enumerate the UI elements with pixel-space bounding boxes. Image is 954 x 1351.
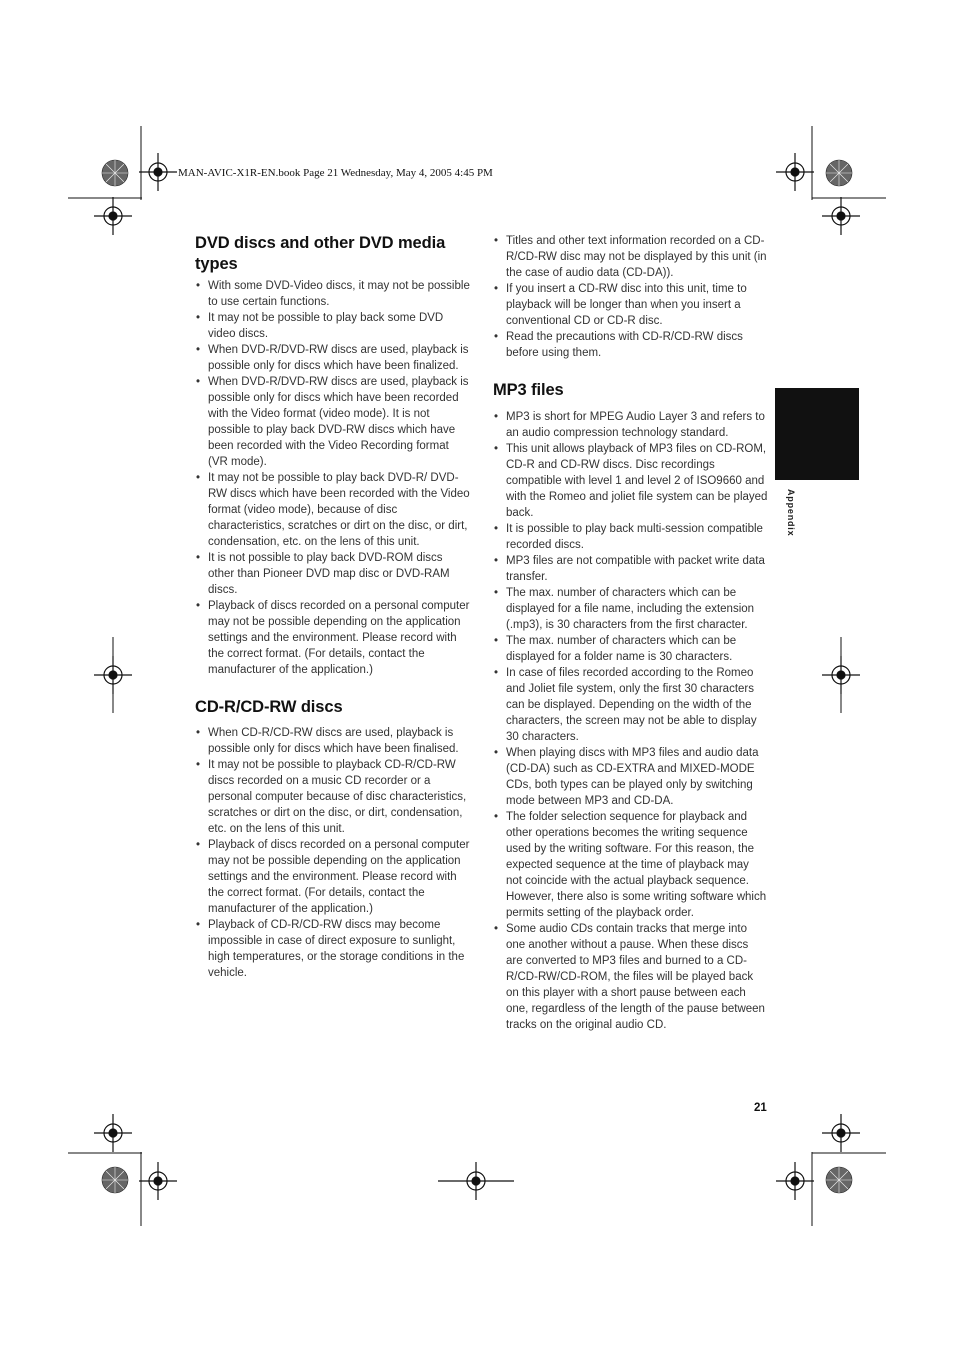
chapter-tab (775, 388, 859, 480)
cdr-section (195, 697, 470, 981)
list-item: • MP3 files are not compatible with packet write data transfer. (493, 553, 768, 585)
list-item: • It may not be possible to play back some DVD video discs. (195, 310, 470, 342)
list-item: • The folder selection sequence for playback and other operations becomes the writing sequence used by the writing software. For this reason, the expected sequence at the time of playback may not coincide with the actual playback sequence. However, there also is some writing software which permits setting of the playback order. (493, 809, 768, 921)
list-item: • When playing discs with MP3 files and audio data (CD-DA) such as CD-EXTRA and MIXED-MODE CDs, both types can be played only by switching mode between MP3 and CD-DA. (493, 745, 768, 809)
mp3-notes-list (493, 409, 768, 1033)
list-item: • Playback of discs recorded on a personal computer may not be possible depending on the application settings and the environment. Please record with the correct format. (For details, contact the manufacturer of the application.) (195, 837, 470, 917)
list-item: • Playback of CD-R/CD-RW discs may become impossible in case of direct exposure to sunlight, high temperatures, or the storage conditions in the vehicle. (195, 917, 470, 981)
list-item: • With some DVD-Video discs, it may not be possible to use certain functions. (195, 278, 470, 310)
cdr-notes-list (195, 725, 470, 981)
list-item: • The max. number of characters which can be displayed for a folder name is 30 characters. (493, 633, 768, 665)
list-item: • Some audio CDs contain tracks that merge into one another without a pause. When these discs are converted to MP3 files and burned to a CD-R/CD-RW/CD-ROM, the files will be played back on this player with a short pause between each one, regardless of the length of the pause between tracks on the original audio CD. (493, 921, 768, 1033)
list-item: • It may not be possible to playback CD-R/CD-RW discs recorded on a music CD recorder or a personal computer because of disc characteristics, scratches or dirt on the disc, or dirt, condensation, etc. on the lens of this unit. (195, 757, 470, 837)
list-item: • When DVD-R/DVD-RW discs are used, playback is possible only for discs which have been finalized. (195, 342, 470, 374)
cdr-notes-continued-list (493, 233, 768, 361)
dvd-section (195, 233, 470, 678)
list-item: • Titles and other text information recorded on a CD-R/CD-RW disc may not be displayed by this unit (in the case of audio data (CD-DA)). (493, 233, 768, 281)
list-item: • In case of files recorded according to the Romeo and Joliet file system, only the first 30 characters can be displayed. Depending on the width of the characters, the screen may not be able to display 30 characters. (493, 665, 768, 745)
dvd-notes-list (195, 278, 470, 678)
chapter-tab-label: Appendix (786, 489, 796, 537)
list-item: • It is possible to play back multi-session compatible recorded discs. (493, 521, 768, 553)
list-item: • This unit allows playback of MP3 files on CD-ROM, CD-R and CD-RW discs. Disc recordings compatible with level 1 and level 2 of ISO9660 and with the Romeo and joliet file system can be played back. (493, 441, 768, 521)
dvd-section-heading: DVD discs and other DVD media types (195, 234, 446, 273)
list-item: • When DVD-R/DVD-RW discs are used, playback is possible only for discs which have been recorded with the Video format (video mode). It is not possible to play back DVD-RW discs which have been recorded with the Video Recording format (VR mode). (195, 374, 470, 470)
list-item: • The max. number of characters which can be displayed for a file name, including the extension (.mp3), is 30 characters from the first character. (493, 585, 768, 633)
list-item: • It is not possible to play back DVD-ROM discs other than Pioneer DVD map disc or DVD-RAM discs. (195, 550, 470, 598)
list-item: • Read the precautions with CD-R/CD-RW discs before using them. (493, 329, 768, 361)
left-column (195, 233, 470, 981)
print-header-line: MAN-AVIC-X1R-EN.book Page 21 Wednesday, May 4, 2005 4:45 PM (178, 167, 493, 179)
list-item: • When CD-R/CD-RW discs are used, playback is possible only for discs which have been finalised. (195, 725, 470, 757)
mp3-section (493, 380, 768, 1033)
right-column (493, 233, 768, 1033)
page-number: 21 (754, 1102, 767, 1114)
cdr-section-heading: CD-R/CD-RW discs (195, 698, 343, 716)
mp3-section-heading: MP3 files (493, 381, 564, 399)
list-item: • If you insert a CD-RW disc into this unit, time to playback will be longer than when you insert a conventional CD or CD-R disc. (493, 281, 768, 329)
list-item: • MP3 is short for MPEG Audio Layer 3 and refers to an audio compression technology standard. (493, 409, 768, 441)
list-item: • Playback of discs recorded on a personal computer may not be possible depending on the application settings and the environment. Please record with the correct format. (For details, contact the manufacturer of the application.) (195, 598, 470, 678)
list-item: • It may not be possible to play back DVD-R/ DVD-RW discs which have been recorded with the Video format (video mode), because of disc characteristics, scratches or dirt on the disc, or dirt, condensation, etc. on the lens of this unit. (195, 470, 470, 550)
